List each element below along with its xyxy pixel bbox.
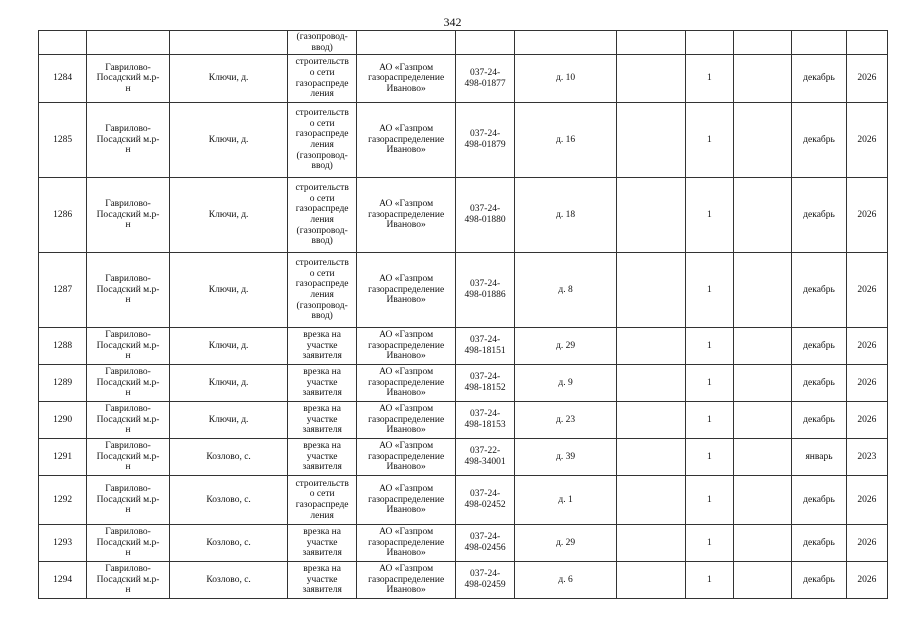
cell-settlement: Ключи, д. [169,178,288,253]
table-row [39,55,888,103]
page-number: 342 [443,15,462,29]
cell-count: 1 [685,178,733,253]
cell-district: Гаврилово- Посадский м.р- н [87,103,169,178]
cell-settlement: Ключи, д. [169,365,288,402]
cell-code: 037-22- 498-34001 [456,439,514,476]
cell-district: Гаврилово- Посадский м.р- н [87,253,169,328]
cell-district: Гаврилово- Посадский м.р- н [87,439,169,476]
cell-house: д. 29 [514,328,617,365]
cell-col10 [734,253,792,328]
cell-settlement [169,31,288,55]
cell-count: 1 [685,55,733,103]
cell-year: 2026 [846,402,887,439]
cell-settlement: Козлово, с. [169,562,288,599]
cell-district: Гаврилово- Посадский м.р- н [87,55,169,103]
cell-year: 2026 [846,365,887,402]
cell-count: 1 [685,103,733,178]
cell-code: 037-24- 498-01879 [456,103,514,178]
cell-year: 2026 [846,253,887,328]
cell-code: 037-24- 498-02452 [456,476,514,525]
table-row [39,476,888,525]
cell-col8 [617,439,685,476]
cell-col10 [734,525,792,562]
cell-year: 2026 [846,562,887,599]
cell-count: 1 [685,525,733,562]
table-row [39,402,888,439]
cell-month: декабрь [792,402,846,439]
cell-month: декабрь [792,328,846,365]
cell-district: Гаврилово- Посадский м.р- н [87,562,169,599]
cell-col8 [617,31,685,55]
cell-settlement: Ключи, д. [169,402,288,439]
cell-col8 [617,253,685,328]
cell-district: Гаврилово- Посадский м.р- н [87,178,169,253]
cell-col8 [617,328,685,365]
cell-house: д. 8 [514,253,617,328]
cell-district [87,31,169,55]
cell-month: декабрь [792,55,846,103]
cell-work-type: строительств о сети газораспреде ления [288,55,356,103]
cell-district: Гаврилово- Посадский м.р- н [87,525,169,562]
cell-work-type: строительств о сети газораспреде ления (газопровод- ввод) [288,178,356,253]
cell-organization: АО «Газпром газораспределение Иваново» [356,525,456,562]
cell-year [846,31,887,55]
cell-month: декабрь [792,103,846,178]
table-row [39,525,888,562]
cell-num: 1287 [39,253,87,328]
cell-organization: АО «Газпром газораспределение Иваново» [356,328,456,365]
cell-col10 [734,55,792,103]
cell-settlement: Ключи, д. [169,253,288,328]
cell-settlement: Ключи, д. [169,55,288,103]
cell-col10 [734,562,792,599]
cell-work-type: врезка на участке заявителя [288,562,356,599]
cell-col8 [617,476,685,525]
cell-work-type: врезка на участке заявителя [288,525,356,562]
cell-year: 2026 [846,328,887,365]
cell-code: 037-24- 498-02456 [456,525,514,562]
cell-month: декабрь [792,562,846,599]
cell-settlement: Козлово, с. [169,525,288,562]
gasification-table [38,30,888,599]
cell-month: декабрь [792,476,846,525]
cell-code: 037-24- 498-18151 [456,328,514,365]
cell-settlement: Козлово, с. [169,439,288,476]
cell-num: 1294 [39,562,87,599]
table-row [39,178,888,253]
cell-house: д. 29 [514,525,617,562]
cell-month: декабрь [792,365,846,402]
cell-num: 1286 [39,178,87,253]
cell-work-type: врезка на участке заявителя [288,365,356,402]
cell-col10 [734,476,792,525]
cell-col10 [734,178,792,253]
cell-house: д. 23 [514,402,617,439]
cell-col10 [734,31,792,55]
cell-num [39,31,87,55]
cell-col8 [617,103,685,178]
cell-code [456,31,514,55]
cell-organization: АО «Газпром газораспределение Иваново» [356,253,456,328]
cell-organization: АО «Газпром газораспределение Иваново» [356,55,456,103]
cell-code: 037-24- 498-18152 [456,365,514,402]
cell-organization: АО «Газпром газораспределение Иваново» [356,439,456,476]
cell-work-type: строительств о сети газораспреде ления (газопровод- ввод) [288,253,356,328]
cell-year: 2026 [846,525,887,562]
cell-count: 1 [685,253,733,328]
cell-count: 1 [685,439,733,476]
cell-num: 1289 [39,365,87,402]
cell-code: 037-24- 498-01880 [456,178,514,253]
table-row [39,439,888,476]
cell-col10 [734,439,792,476]
cell-district: Гаврилово- Посадский м.р- н [87,365,169,402]
cell-count: 1 [685,562,733,599]
cell-month: декабрь [792,253,846,328]
cell-house: д. 9 [514,365,617,402]
cell-col10 [734,103,792,178]
cell-year: 2026 [846,476,887,525]
cell-settlement: Козлово, с. [169,476,288,525]
table-row [39,253,888,328]
cell-organization: АО «Газпром газораспределение Иваново» [356,103,456,178]
cell-work-type: врезка на участке заявителя [288,439,356,476]
cell-count: 1 [685,402,733,439]
cell-house [514,31,617,55]
cell-work-type: врезка на участке заявителя [288,328,356,365]
cell-code: 037-24- 498-01886 [456,253,514,328]
cell-month [792,31,846,55]
cell-work-type: строительств о сети газораспреде ления [288,476,356,525]
cell-house: д. 6 [514,562,617,599]
cell-house: д. 10 [514,55,617,103]
cell-work-type: врезка на участке заявителя [288,402,356,439]
table-row-continued [39,31,888,55]
cell-col8 [617,365,685,402]
cell-num: 1290 [39,402,87,439]
cell-organization: АО «Газпром газораспределение Иваново» [356,562,456,599]
cell-col8 [617,402,685,439]
cell-count: 1 [685,328,733,365]
cell-col8 [617,55,685,103]
cell-num: 1288 [39,328,87,365]
cell-col10 [734,328,792,365]
cell-work-type: строительств о сети газораспреде ления (газопровод- ввод) [288,103,356,178]
cell-year: 2026 [846,178,887,253]
cell-month: декабрь [792,525,846,562]
cell-year: 2023 [846,439,887,476]
cell-col10 [734,365,792,402]
cell-organization: АО «Газпром газораспределение Иваново» [356,365,456,402]
cell-house: д. 1 [514,476,617,525]
cell-num: 1284 [39,55,87,103]
cell-settlement: Ключи, д. [169,328,288,365]
cell-col8 [617,562,685,599]
table-row [39,103,888,178]
cell-code: 037-24- 498-18153 [456,402,514,439]
cell-num: 1291 [39,439,87,476]
cell-district: Гаврилово- Посадский м.р- н [87,328,169,365]
table-body [39,31,888,599]
cell-count: 1 [685,365,733,402]
cell-col10 [734,402,792,439]
cell-organization: АО «Газпром газораспределение Иваново» [356,476,456,525]
cell-code: 037-24- 498-02459 [456,562,514,599]
cell-house: д. 16 [514,103,617,178]
cell-count: 1 [685,476,733,525]
cell-house: д. 39 [514,439,617,476]
cell-num: 1285 [39,103,87,178]
cell-month: декабрь [792,178,846,253]
cell-num: 1292 [39,476,87,525]
cell-year: 2026 [846,55,887,103]
cell-count [685,31,733,55]
table-row [39,562,888,599]
cell-col8 [617,178,685,253]
cell-settlement: Ключи, д. [169,103,288,178]
cell-col8 [617,525,685,562]
cell-code: 037-24- 498-01877 [456,55,514,103]
cell-work-type: (газопровод- ввод) [288,31,356,55]
cell-month: январь [792,439,846,476]
cell-organization [356,31,456,55]
table-row [39,328,888,365]
cell-num: 1293 [39,525,87,562]
cell-district: Гаврилово- Посадский м.р- н [87,476,169,525]
cell-district: Гаврилово- Посадский м.р- н [87,402,169,439]
cell-year: 2026 [846,103,887,178]
cell-organization: АО «Газпром газораспределение Иваново» [356,402,456,439]
cell-house: д. 18 [514,178,617,253]
table-row [39,365,888,402]
cell-organization: АО «Газпром газораспределение Иваново» [356,178,456,253]
